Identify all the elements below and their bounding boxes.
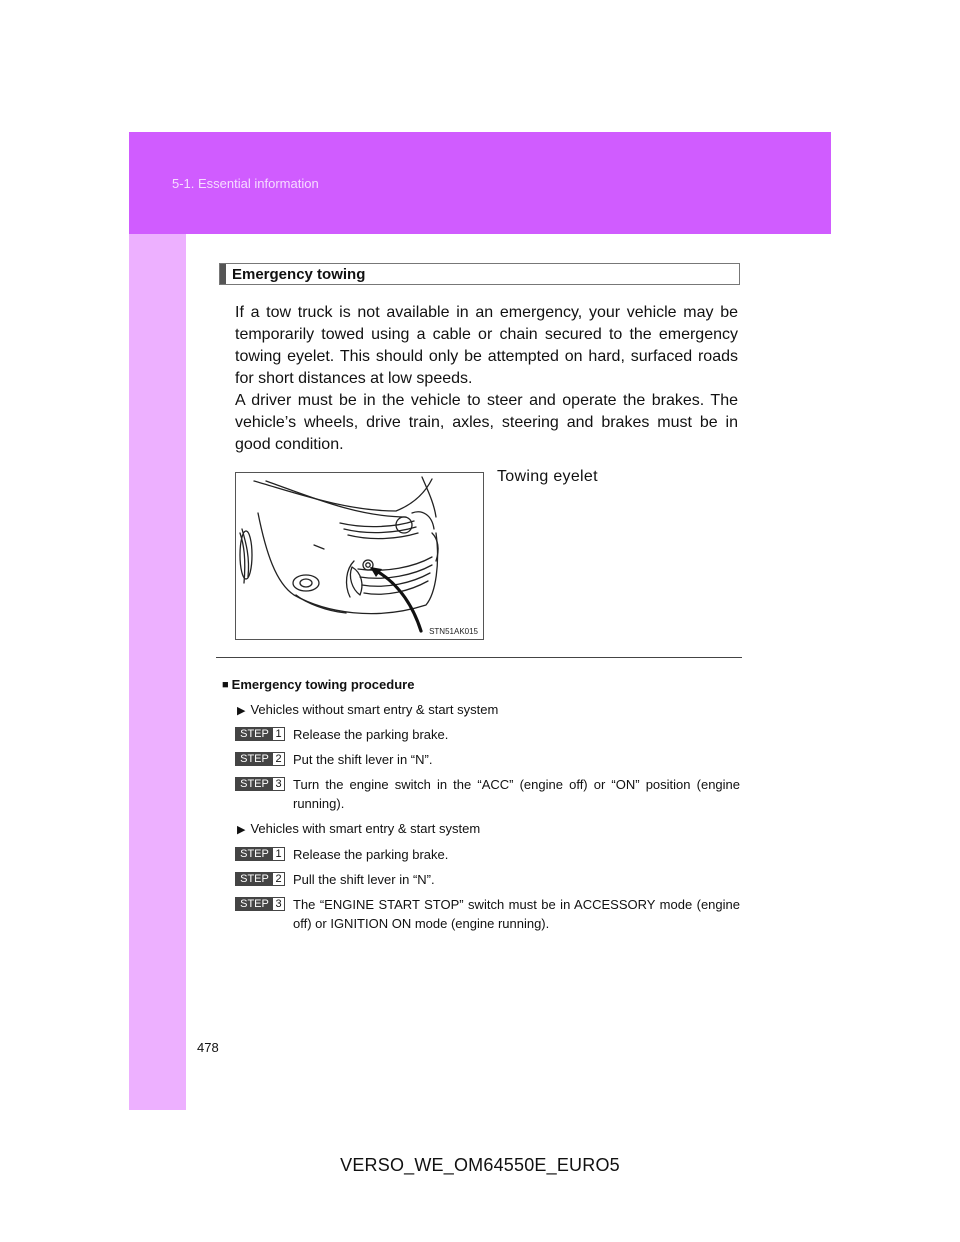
procedure-title-text: Emergency towing procedure — [231, 677, 415, 692]
triangle-right-icon: ▶ — [237, 824, 246, 836]
step-badge — [235, 897, 285, 911]
step-item — [235, 845, 740, 864]
step-item — [235, 870, 740, 889]
intro-paragraph-2: A driver must be in the vehicle to steer and operate the brakes. The vehicle’s wheels, drive train, axles, steering and brakes must be in good condition. — [235, 392, 738, 453]
figure-code: STN51AK015 — [429, 627, 478, 636]
step-badge — [235, 777, 285, 791]
step-number: 1 — [275, 848, 282, 860]
variant-label-text: Vehicles without smart entry & start system — [250, 702, 499, 717]
section-divider — [216, 657, 742, 658]
section-heading — [219, 263, 740, 285]
heading-bar — [220, 264, 226, 284]
step-number: 2 — [275, 873, 282, 885]
square-bullet-icon: ■ — [222, 679, 229, 691]
step-item — [235, 895, 740, 933]
step-text: Put the shift lever in “N”. — [293, 752, 433, 767]
car-front-illustration — [236, 473, 483, 639]
step-badge — [235, 752, 285, 766]
step-text: Turn the engine switch in the “ACC” (engine off) or “ON” position (engine running). — [293, 777, 740, 811]
step-item — [235, 750, 740, 769]
heading-text: Emergency towing — [232, 266, 366, 283]
step-badge — [235, 847, 285, 861]
variant-label-text: Vehicles with smart entry & start system — [250, 821, 481, 836]
procedure-title — [222, 677, 414, 692]
step-text: Release the parking brake. — [293, 727, 449, 742]
section-label: 5-1. Essential information — [172, 176, 319, 191]
step-item — [235, 725, 740, 744]
step-badge — [235, 727, 285, 741]
step-item — [235, 775, 740, 813]
step-number: 3 — [275, 898, 282, 910]
step-number: 1 — [275, 728, 282, 740]
step-word: STEP — [236, 873, 273, 885]
towing-eyelet-callout: Towing eyelet — [497, 468, 598, 485]
step-text: The “ENGINE START STOP” switch must be in ACCESSORY mode (engine off) or IGNITION ON mode (engine running). — [293, 897, 740, 931]
towing-eyelet-figure — [235, 472, 484, 640]
side-band — [129, 234, 186, 1110]
step-badge — [235, 872, 285, 886]
step-number: 3 — [275, 778, 282, 790]
intro-text — [235, 302, 738, 456]
step-word: STEP — [236, 753, 273, 765]
step-text: Pull the shift lever in “N”. — [293, 872, 435, 887]
document-footer: VERSO_WE_OM64550E_EURO5 — [340, 1155, 620, 1175]
step-number: 2 — [275, 753, 282, 765]
step-word: STEP — [236, 728, 273, 740]
variant-label — [237, 702, 498, 717]
step-word: STEP — [236, 778, 273, 790]
triangle-right-icon: ▶ — [237, 705, 246, 717]
variant-label — [237, 821, 480, 836]
step-word: STEP — [236, 898, 273, 910]
step-text: Release the parking brake. — [293, 847, 449, 862]
intro-paragraph-1: If a tow truck is not available in an emergency, your vehicle may be temporarily towed using a cable or chain secured to the emergency towing eyelet. This should only be attempted on hard, surfaced roads for short distances at low speeds. — [235, 304, 738, 387]
step-word: STEP — [236, 848, 273, 860]
page-number: 478 — [197, 1040, 219, 1055]
